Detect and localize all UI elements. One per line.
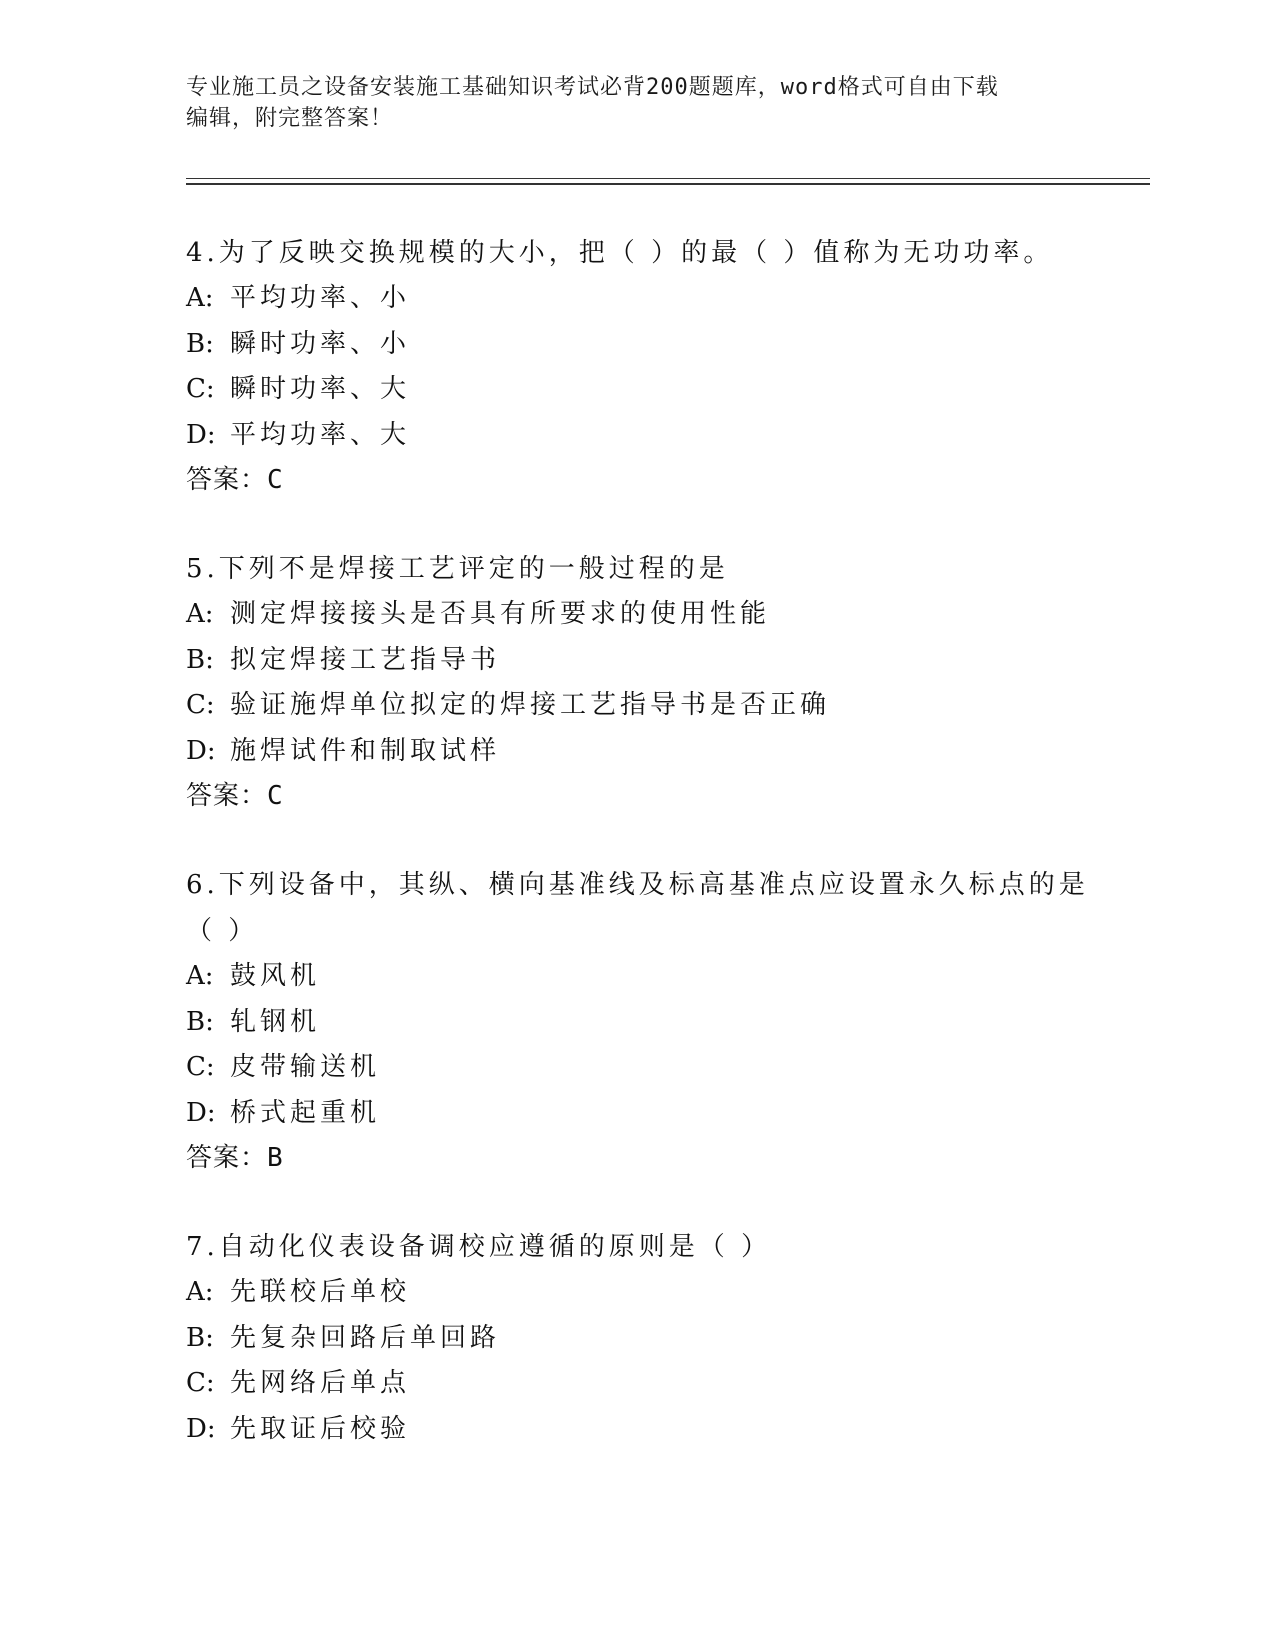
option-text: 先网络后单点 [230,1368,411,1398]
option-text: 测定焊接接头是否具有所要求的使用性能 [230,599,771,629]
option-letter: A: [186,283,214,313]
option-letter: D: [186,1097,216,1128]
option-text: 先复杂回路后单回路 [230,1322,501,1353]
option-text: 平均功率、大 [230,419,411,450]
header-rule-thick [186,183,1150,185]
header-line-2: 编辑，附完整答案！ [186,106,394,131]
answer-value: C [267,465,284,495]
option-a [186,954,1086,1000]
option-letter: D: [186,419,216,450]
answer-label: 答案： [186,781,268,811]
option-text: 瞬时功率、大 [230,374,411,404]
option-text: 轧钢机 [230,1006,321,1037]
question-7 [186,1224,1086,1452]
option-text: 平均功率、小 [230,283,411,313]
answer-line [186,1136,1086,1181]
option-letter: D: [186,735,216,766]
option-d [186,1091,1086,1137]
option-text: 鼓风机 [230,961,321,991]
option-letter: B: [186,644,214,675]
option-text: 验证施焊单位拟定的焊接工艺指导书是否正确 [230,690,831,720]
option-letter: A: [186,1277,214,1307]
option-a [186,276,1086,322]
option-letter: C: [186,1052,215,1082]
option-a [186,592,1086,638]
option-d [186,413,1086,459]
question-title-continued: （ ） [186,916,259,946]
answer-label: 答案： [186,465,268,495]
question-5 [186,546,1086,819]
question-6 [186,862,1089,1181]
option-letter: A: [186,599,214,629]
option-letter: C: [186,374,215,404]
option-letter: C: [186,690,215,720]
answer-value: C [267,781,284,811]
option-c [186,1361,1086,1407]
header-rule-thin [186,178,1150,179]
answer-line [186,774,1086,819]
header-line-1: 专业施工员之设备安装施工基础知识考试必背200题题库，word格式可自由下载 [186,75,999,100]
answer-line [186,458,1086,503]
option-text: 先联校后单校 [230,1277,411,1307]
answer-value: B [267,1143,284,1173]
option-a [186,1270,1086,1316]
option-letter: B: [186,1322,214,1353]
option-letter: C: [186,1368,215,1398]
option-letter: B: [186,328,214,359]
option-b [186,322,1086,368]
option-letter: D: [186,1413,216,1444]
answer-label: 答案： [186,1143,268,1173]
option-text: 瞬时功率、小 [230,328,411,359]
option-b [186,1000,1086,1046]
option-c [186,367,1086,413]
option-text: 施焊试件和制取试样 [230,735,501,766]
document-header [186,72,1086,134]
option-d [186,729,1086,775]
question-title: 5.下列不是焊接工艺评定的一般过程的是 [186,554,729,584]
option-c [186,683,1086,729]
option-c [186,1045,1086,1091]
option-text: 先取证后校验 [230,1413,411,1444]
option-b [186,1316,1086,1362]
option-text: 拟定焊接工艺指导书 [230,644,501,675]
question-title: 7.自动化仪表设备调校应遵循的原则是（ ） [186,1232,772,1262]
option-letter: A: [186,961,214,991]
option-text: 桥式起重机 [230,1097,381,1128]
question-title: 6.下列设备中，其纵、横向基准线及标高基准点应设置永久标点的是 [186,870,1089,900]
option-text: 皮带输送机 [230,1052,381,1082]
question-4 [186,230,1086,503]
option-d [186,1407,1086,1453]
question-title: 4.为了反映交换规模的大小，把（ ）的最（ ）值称为无功功率。 [186,238,1054,268]
option-letter: B: [186,1006,214,1037]
option-b [186,638,1086,684]
